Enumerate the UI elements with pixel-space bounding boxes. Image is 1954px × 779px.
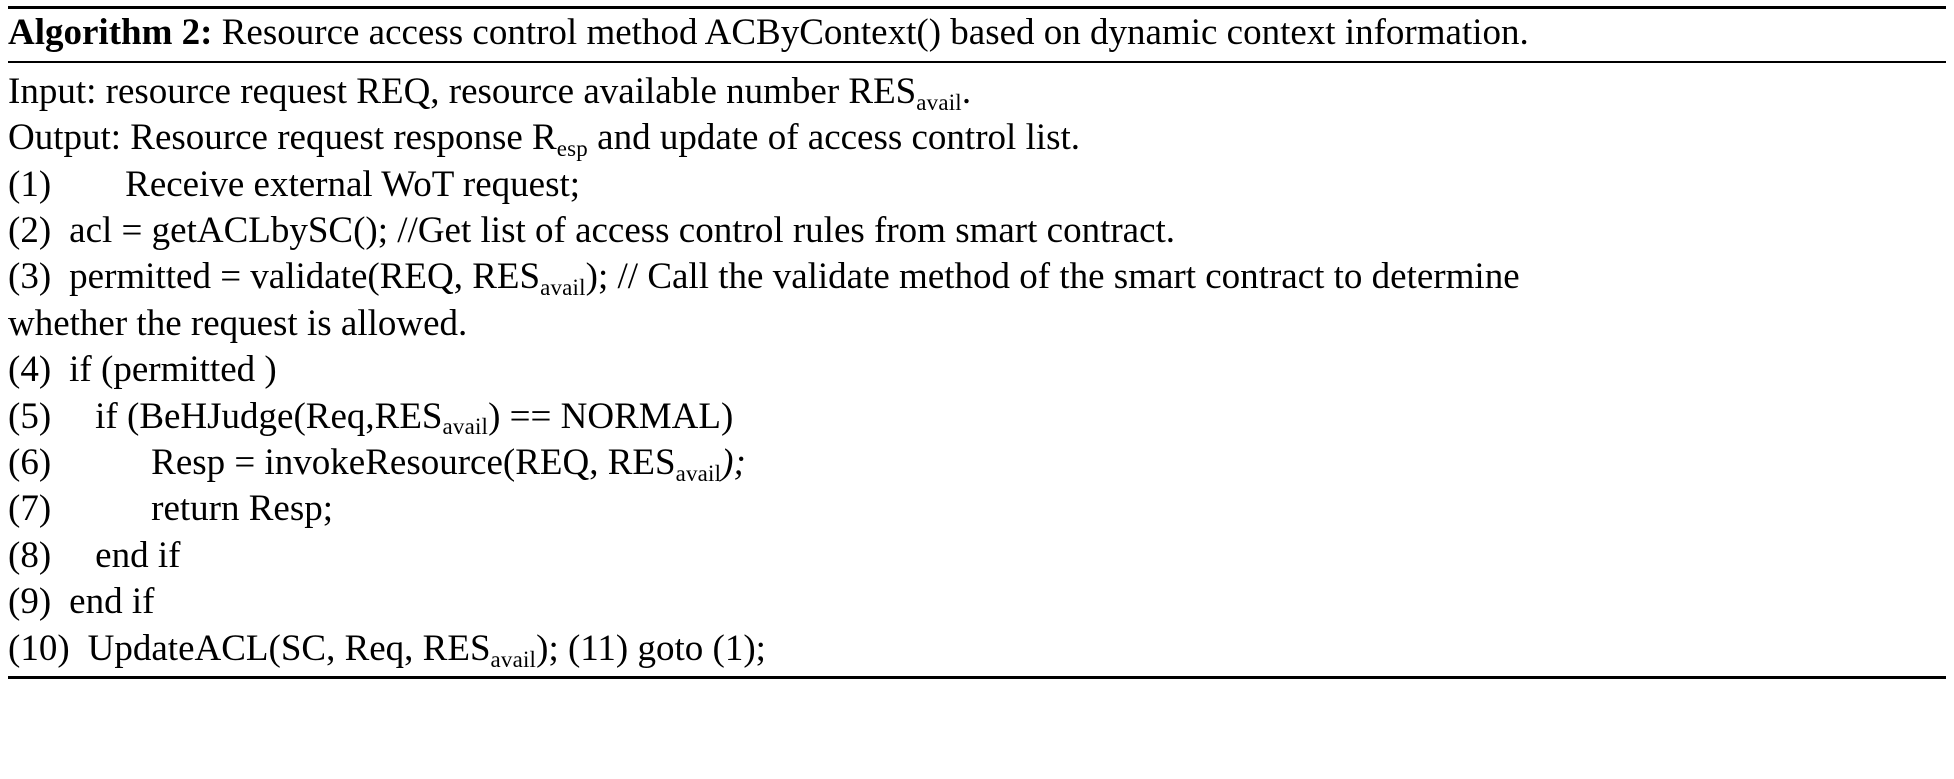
output-prefix: Output: Resource request response R <box>8 117 557 159</box>
algorithm-body <box>8 63 1946 676</box>
algorithm-label: Algorithm 2: <box>8 12 213 53</box>
line-text-cont: ); <box>721 442 746 484</box>
line-subscript: avail <box>675 460 722 486</box>
output-subscript: esp <box>556 135 588 161</box>
output-suffix: and update of access control list. <box>587 117 1081 159</box>
line-number: (8) <box>8 534 52 576</box>
line-text: if (BeHJudge(Req,RES <box>95 395 443 437</box>
algorithm-block <box>8 6 1946 679</box>
input-suffix: . <box>961 70 972 112</box>
algorithm-caption <box>8 9 1946 61</box>
input-line <box>8 69 1946 115</box>
line-number: (6) <box>8 442 52 484</box>
algorithm-line <box>8 208 1946 254</box>
line-text: end if <box>69 581 155 623</box>
algorithm-line <box>8 579 1946 625</box>
algorithm-line-continuation <box>8 301 1946 347</box>
line-text: if (permitted ) <box>69 349 277 391</box>
line-subscript: avail <box>540 275 586 301</box>
line-number: (1) <box>8 163 52 205</box>
input-prefix: Input: resource request REQ, resource available number RES <box>8 70 917 112</box>
line-text: end if <box>95 534 181 576</box>
line-text: permitted = validate(REQ, RES <box>69 256 541 298</box>
line-number: (9) <box>8 581 52 623</box>
line-subscript: avail <box>490 646 537 672</box>
output-line <box>8 115 1946 161</box>
line-text: Receive external WoT request; <box>125 163 581 205</box>
algorithm-line <box>8 162 1946 208</box>
line-number: (4) <box>8 349 52 391</box>
line-subscript: avail <box>442 414 489 440</box>
line-number: (5) <box>8 395 52 437</box>
algorithm-line <box>8 626 1946 672</box>
line-text: whether the request is allowed. <box>8 302 468 344</box>
line-number: (3) <box>8 256 52 298</box>
algorithm-caption-text: Resource access control method ACByContext() based on dynamic context information. <box>212 12 1529 53</box>
algorithm-line <box>8 486 1946 532</box>
algorithm-line <box>8 440 1946 486</box>
line-text-cont: ); (11) goto (1); <box>536 627 766 669</box>
line-text: UpdateACL(SC, Req, RES <box>87 627 491 669</box>
line-text: return Resp; <box>151 488 334 530</box>
line-number: (7) <box>8 488 52 530</box>
algorithm-line <box>8 533 1946 579</box>
algorithm-line <box>8 347 1946 393</box>
line-number: (10) <box>8 627 70 669</box>
bottom-rule <box>8 676 1946 679</box>
line-text-cont: ); // Call the validate method of the smart contract to determine <box>585 256 1520 298</box>
line-text: acl = getACLbySC(); //Get list of access control rules from smart contract. <box>69 209 1176 251</box>
line-number: (2) <box>8 209 52 251</box>
algorithm-line <box>8 394 1946 440</box>
input-subscript: avail <box>916 89 962 115</box>
algorithm-line <box>8 254 1946 300</box>
line-text: Resp = invokeResource(REQ, RES <box>151 442 676 484</box>
line-text-cont: ) == NORMAL) <box>488 395 734 437</box>
